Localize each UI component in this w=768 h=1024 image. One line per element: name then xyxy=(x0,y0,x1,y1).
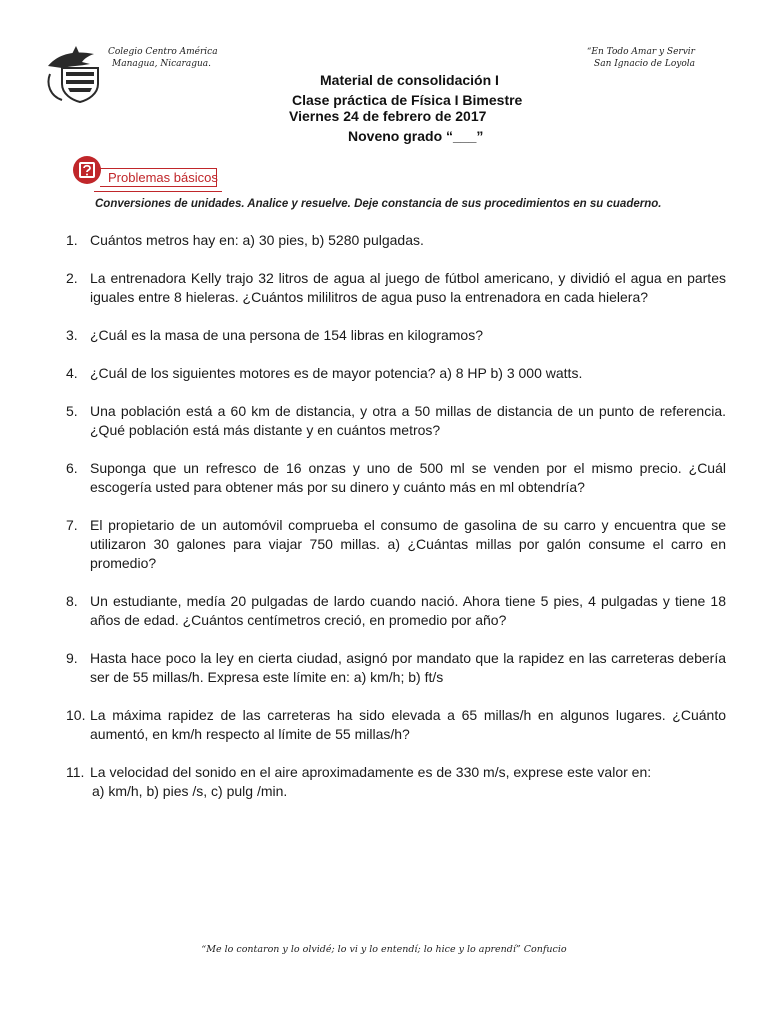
problem-text: ¿Cuál es la masa de una persona de 154 libras en kilogramos? xyxy=(90,327,484,343)
motto-line1: “En Todo Amar y Servir xyxy=(586,47,695,57)
problem-text: Cuántos metros hay en: a) 30 pies, b) 5280 pulgadas. xyxy=(90,232,424,248)
problem-text: La máxima rapidez de las carreteras ha sido elevada a 65 millas/h en algunos lugares. ¿Cuánto aumentó, en km/h respecto al límite de 55 millas/h? xyxy=(90,707,726,742)
problem-item xyxy=(66,649,726,687)
motto-line2: San Ignacio de Loyola xyxy=(594,59,695,69)
section-badge xyxy=(70,155,220,189)
problem-number: 7. xyxy=(66,517,78,533)
problem-number: 10. xyxy=(66,707,86,723)
title-line2: Clase práctica de Física I Bimestre xyxy=(292,92,523,108)
badge-label-box xyxy=(100,168,217,187)
badge-label: Problemas básicos xyxy=(108,170,218,185)
problem-number: 4. xyxy=(66,365,78,381)
problem-text: Una población está a 60 km de distancia, y otra a 50 millas de distancia de un punto de referencia. ¿Qué población está más distante y en cuántos metros? xyxy=(90,403,726,438)
problem-item xyxy=(66,231,726,250)
problem-number: 2. xyxy=(66,270,78,286)
problem-text: El propietario de un automóvil comprueba el consumo de gasolina de su carro y encuentra que se utilizaron 30 galones para viajar 750 millas. a) ¿Cuántas millas por galón consume el carro en promedio? xyxy=(90,517,726,571)
problem-number: 1. xyxy=(66,232,78,248)
problem-item xyxy=(66,592,726,630)
question-book-icon xyxy=(72,155,104,185)
problem-item xyxy=(66,516,726,573)
school-motto xyxy=(580,46,695,70)
badge-underline xyxy=(94,191,222,192)
problem-number: 9. xyxy=(66,650,78,666)
problem-item xyxy=(66,763,726,801)
problem-text: Un estudiante, medía 20 pulgadas de lardo cuando nació. Ahora tiene 5 pies, 4 pulgadas y tiene 18 años de edad. ¿Cuántos centímetros creció, en promedio por año? xyxy=(90,593,726,628)
problem-number: 8. xyxy=(66,593,78,609)
problem-text: La entrenadora Kelly trajo 32 litros de agua al juego de fútbol americano, y dividió el agua en partes iguales entre 8 hieleras. ¿Cuántos mililitros de agua puso la entrenadora en cada hielera? xyxy=(90,270,726,305)
title-line4: Noveno grado “___” xyxy=(348,128,484,144)
school-name-line1: Colegio Centro América xyxy=(108,47,218,57)
problem-number: 6. xyxy=(66,460,78,476)
problem-item xyxy=(66,402,726,440)
problem-item xyxy=(66,706,726,744)
school-name xyxy=(108,46,218,70)
problem-item xyxy=(66,459,726,497)
footer-quote: “Me lo contaron y lo olvidé; lo vi y lo entendí; lo hice y lo aprendí” Confucio xyxy=(201,944,567,955)
problem-number: 11. xyxy=(66,764,85,780)
problem-text: ¿Cuál de los siguientes motores es de mayor potencia? a) 8 HP b) 3 000 watts. xyxy=(90,365,583,381)
problem-text: Suponga que un refresco de 16 onzas y uno de 500 ml se venden por el mismo precio. ¿Cuál escogería usted para obtener más por su dinero y cuánto más en ml obtendría? xyxy=(90,460,726,495)
problem-number: 3. xyxy=(66,327,78,343)
school-crest-logo xyxy=(44,44,102,104)
school-name-line2: Managua, Nicaragua. xyxy=(112,59,211,69)
problem-item xyxy=(66,269,726,307)
problem-item xyxy=(66,326,726,345)
instructions: Conversiones de unidades. Analice y resuelve. Deje constancia de sus procedimientos en su cuaderno. xyxy=(95,198,662,210)
title-line1: Material de consolidación I xyxy=(320,72,499,88)
problem-text: La velocidad del sonido en el aire aproximadamente es de 330 m/s, exprese este valor en: xyxy=(90,764,652,780)
problem-subtext: a) km/h, b) pies /s, c) pulg /min. xyxy=(92,783,288,799)
problem-item xyxy=(66,364,726,383)
problem-number: 5. xyxy=(66,403,78,419)
problem-list xyxy=(66,231,726,820)
title-line3: Viernes 24 de febrero de 2017 xyxy=(289,108,487,124)
problem-text: Hasta hace poco la ley en cierta ciudad, asignó por mandato que la rapidez en las carreteras debería ser de 55 millas/h. Expresa este límite en: a) km/h; b) ft/s xyxy=(90,650,726,685)
